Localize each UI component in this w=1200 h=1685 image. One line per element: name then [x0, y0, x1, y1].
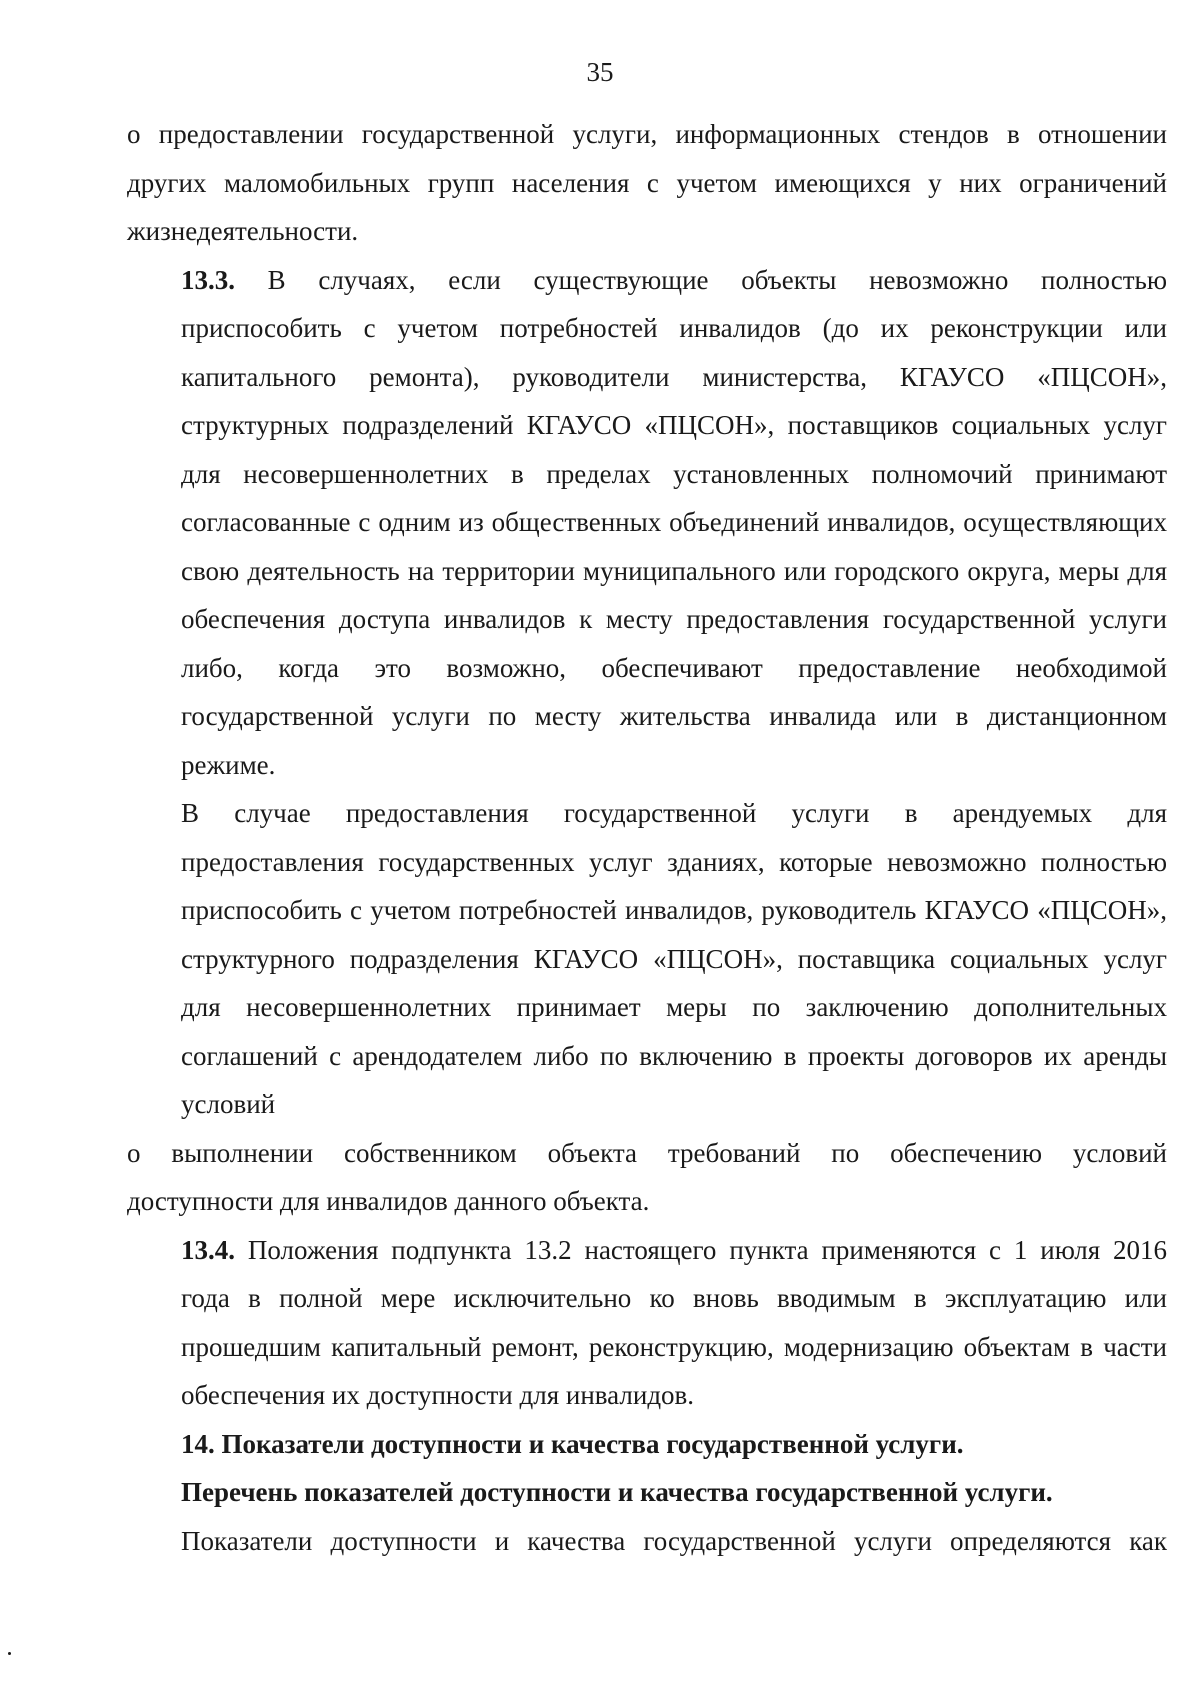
paragraph-lease-conditions [127, 1129, 1167, 1226]
text-line: приспособить с учетом потребностей инвалидов (до их реконструкции или [181, 313, 1167, 343]
first-line [127, 1226, 1167, 1275]
text-line: о предоставлении государственной услуги, информационных стендов в отношении [127, 119, 1167, 149]
text-line: жизнедеятельности. [127, 216, 359, 246]
paragraph-continuation [127, 110, 1167, 256]
text-line: года в полной мере исключительно ко вновь вводимым в эксплуатацию или [181, 1283, 1167, 1313]
text-line: капитального ремонта), руководители министерства, КГАУСО «ПЦСОН», [181, 361, 1167, 392]
text-line: других маломобильных групп населения с учетом имеющихся у них ограничений [127, 167, 1167, 198]
text-line: Положения подпункта 13.2 настоящего пункта применяются с 1 июля 2016 [235, 1234, 1167, 1265]
paragraph-lease [127, 789, 1167, 1129]
text-line: свою деятельность на территории муниципального или городского округа, меры для [181, 555, 1167, 586]
first-line [127, 256, 1167, 305]
page-number: 35 [586, 57, 614, 87]
text-line: В случаях, если существующие объекты невозможно полностью [235, 264, 1167, 295]
text-line: согласованные с одним из общественных объединений инвалидов, осуществляющих [181, 507, 1167, 537]
text-line: либо, когда это возможно, обеспечивают предоставление необходимой [181, 652, 1167, 683]
text-line: обеспечения доступа инвалидов к месту предоставления государственной услуги [181, 604, 1167, 634]
paragraph-13-4 [127, 1226, 1167, 1420]
text-line: В случае предоставления государственной услуги в арендуемых для [181, 798, 1167, 828]
text-line: режиме. [181, 749, 276, 780]
text-line: условий [181, 1089, 276, 1119]
text-line: структурного подразделения КГАУСО «ПЦСОН», поставщика социальных услуг [181, 943, 1167, 974]
paragraph-indicators: Показатели доступности и качества государственной услуги определяются как [181, 1525, 1167, 1556]
text-line: соглашений с арендодателем либо по включению в проекты договоров их аренды [181, 1040, 1167, 1071]
section-subheading: Перечень показателей доступности и качества государственной услуги. [181, 1477, 1053, 1507]
text-line: предоставления государственных услуг зданиях, которые невозможно полностью [181, 846, 1167, 877]
text-line: обеспечения их доступности для инвалидов. [181, 1380, 695, 1410]
scan-speck [8, 1652, 11, 1655]
text-line: о выполнении собственником объекта требований по обеспечению условий [127, 1137, 1167, 1168]
clause-number: 13.4. [181, 1234, 235, 1265]
text-line: государственной услуги по месту жительства инвалида или в дистанционном [181, 701, 1167, 731]
text-line: для несовершеннолетних принимает меры по заключению дополнительных [181, 992, 1167, 1022]
document-body [127, 110, 1167, 1565]
text-line: доступности для инвалидов данного объекта. [127, 1186, 650, 1216]
clause-number: 13.3. [181, 264, 235, 295]
text-line: структурных подразделений КГАУСО «ПЦСОН», поставщиков социальных услуг [181, 410, 1167, 440]
text-line: приспособить с учетом потребностей инвалидов, руководитель КГАУСО «ПЦСОН», [181, 895, 1167, 925]
section-heading-14: 14. Показатели доступности и качества государственной услуги. [181, 1428, 964, 1459]
paragraph-13-3 [127, 256, 1167, 790]
text-line: для несовершеннолетних в пределах установленных полномочий принимают [181, 458, 1167, 489]
text-line: прошедшим капитальный ремонт, реконструкцию, модернизацию объектам в части [181, 1331, 1167, 1362]
